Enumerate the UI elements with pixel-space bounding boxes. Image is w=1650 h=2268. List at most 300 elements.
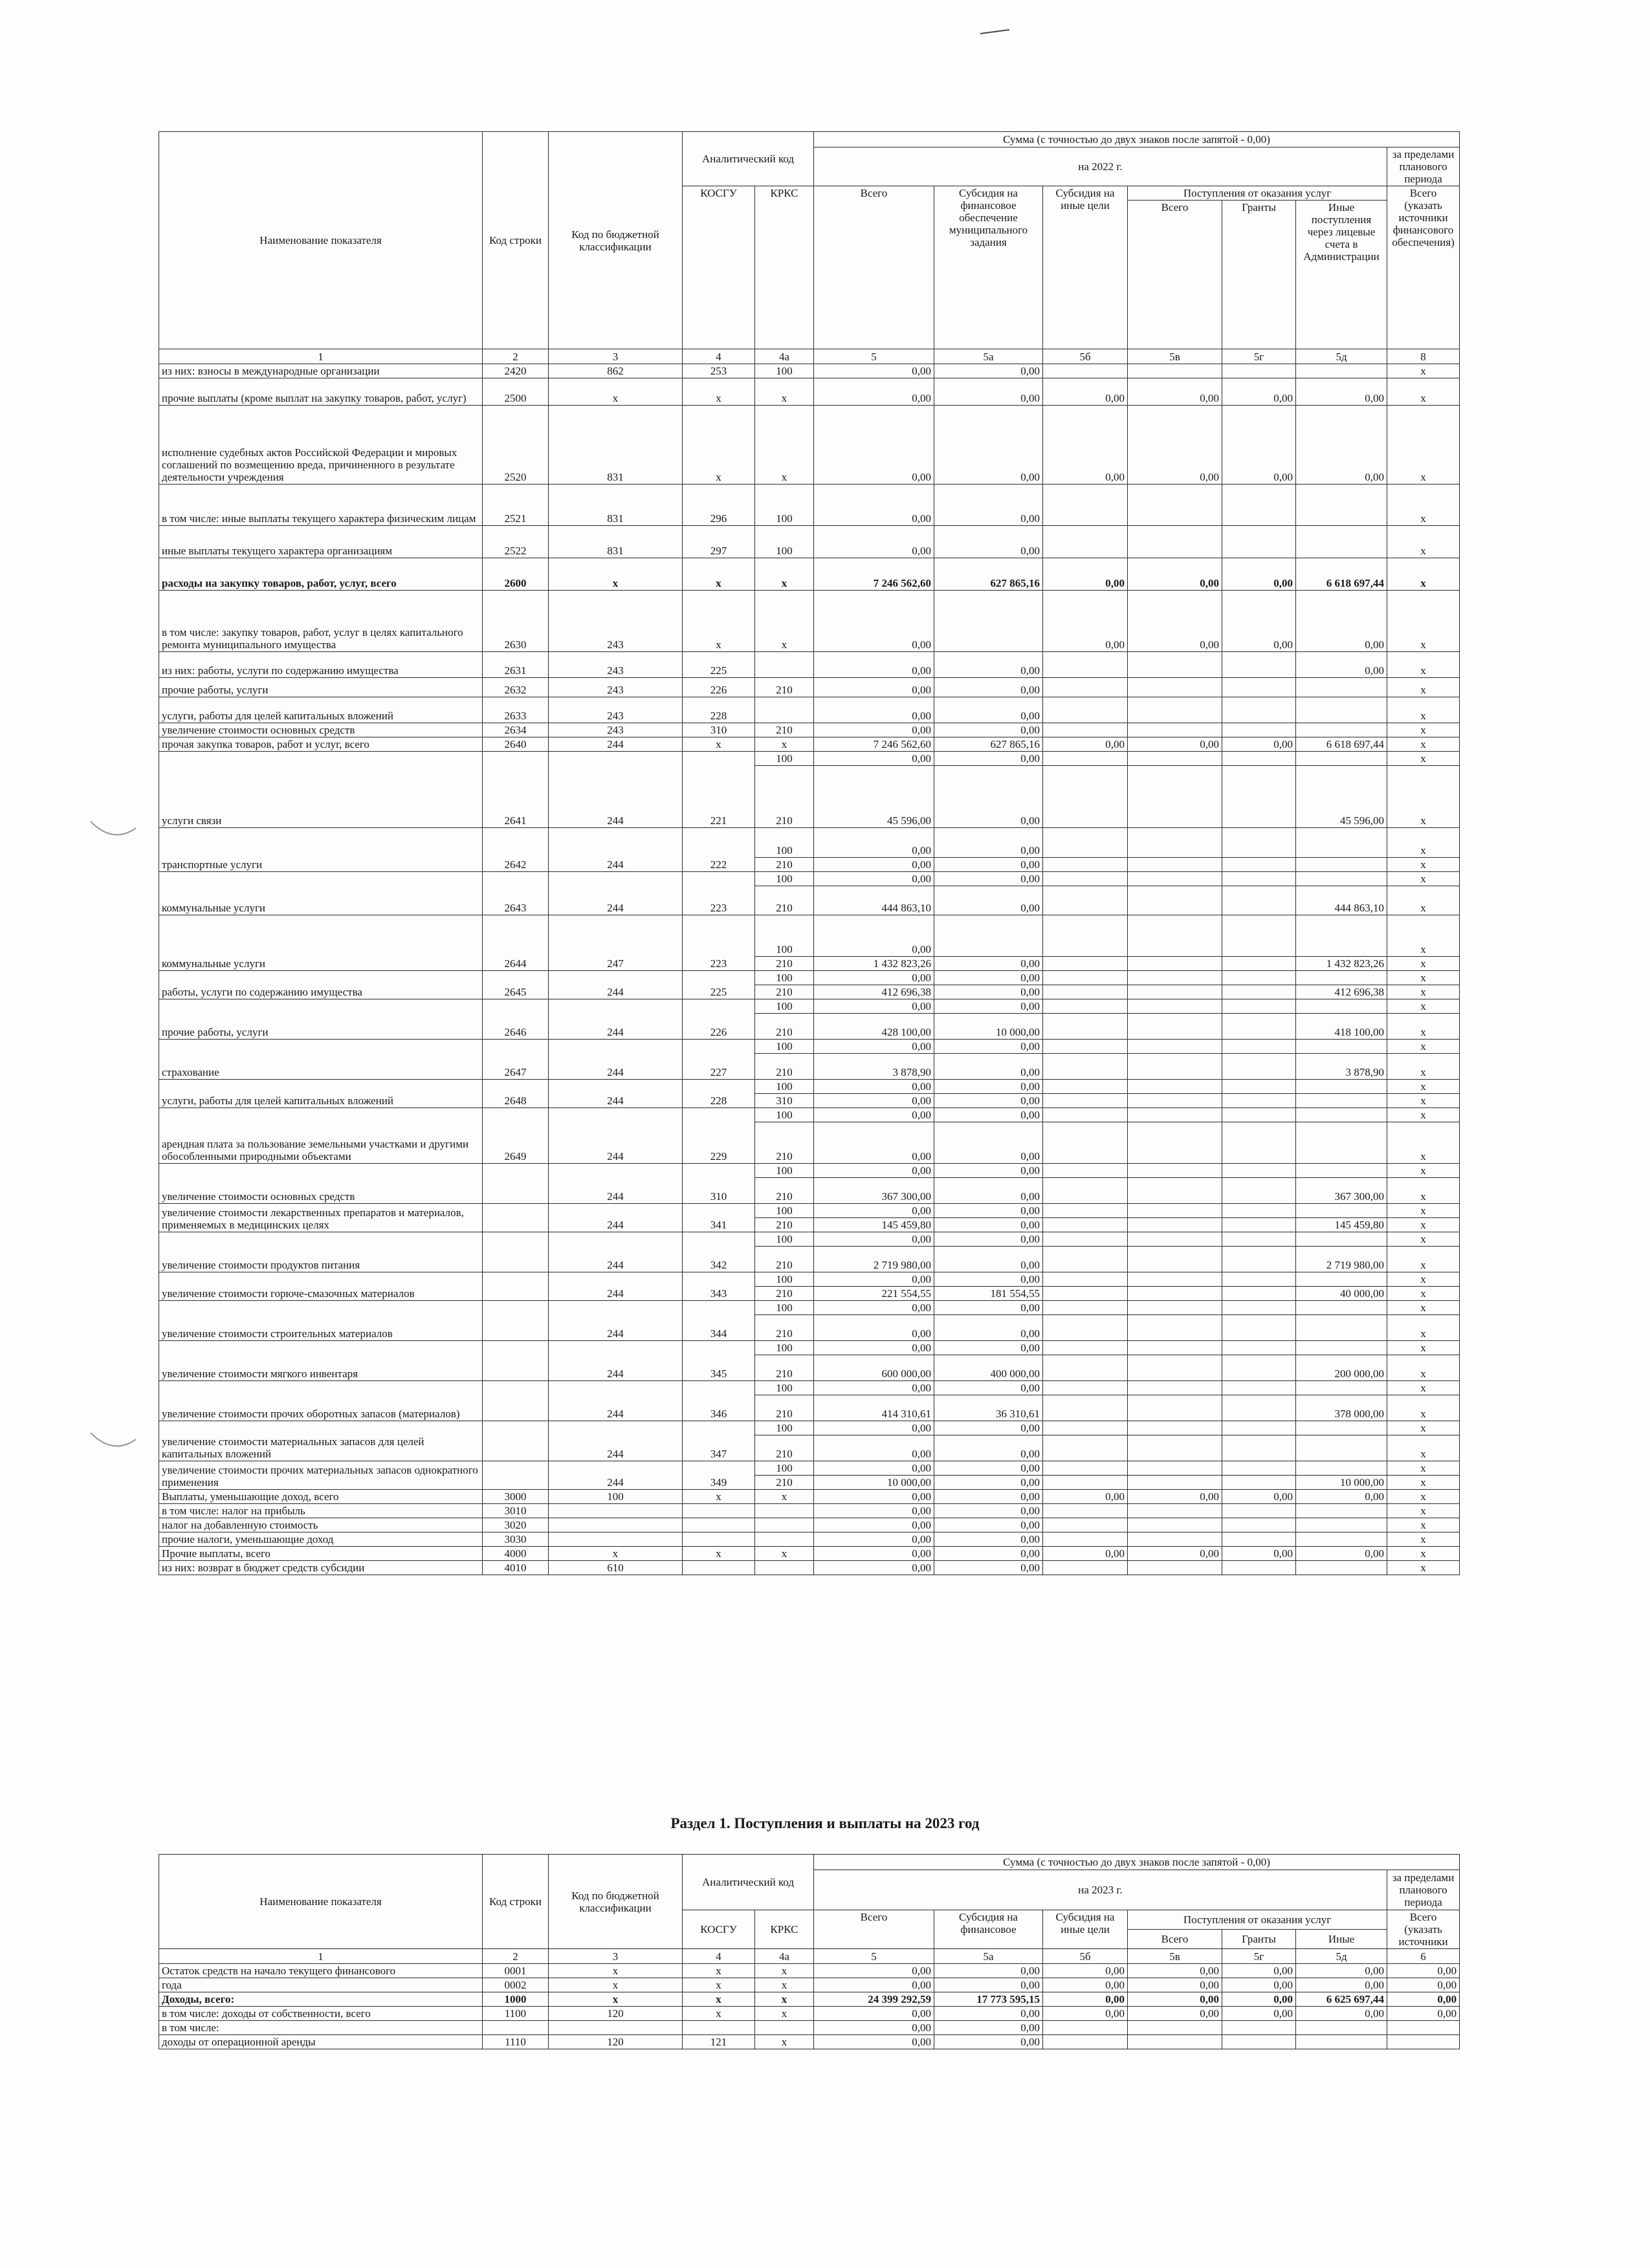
cell-grants (1222, 652, 1296, 678)
cell-other (1043, 1518, 1128, 1532)
cell-svc (1128, 1561, 1222, 1575)
cell-code (483, 2021, 549, 2035)
cell-total: 0,00 (814, 1490, 934, 1504)
cell-kosgu: 310 (683, 723, 755, 737)
cell-krks: 100 (755, 1080, 814, 1094)
cell-beyond: x (1387, 485, 1460, 526)
cell-total: 0,00 (814, 1421, 934, 1435)
cell-subsidy (934, 591, 1043, 652)
cell-name: коммунальные услуги (159, 915, 483, 971)
table-row (159, 1504, 1460, 1518)
cell-beyond: x (1387, 678, 1460, 697)
cell-inc: 2 719 980,00 (1296, 1247, 1387, 1272)
cell-name: арендная плата за пользование земельными участками и другими обособленными природными объектами (159, 1108, 483, 1164)
cell-subsidy: 0,00 (934, 1164, 1043, 1178)
cell-beyond: x (1387, 1532, 1460, 1547)
cell-grants (1222, 752, 1296, 766)
cell-code (483, 1301, 549, 1341)
cell-name: коммунальные услуги (159, 872, 483, 915)
cell-bk: 244 (549, 999, 683, 1040)
cell-total: 24 399 292,59 (814, 1992, 934, 2007)
cell-krks: 210 (755, 886, 814, 915)
cell-kosgu: 342 (683, 1232, 755, 1272)
cell-beyond: x (1387, 1490, 1460, 1504)
cell-subsidy: 0,00 (934, 1561, 1043, 1575)
cell-inc: 0,00 (1296, 1490, 1387, 1504)
cell-inc (1296, 1122, 1387, 1164)
cell-svc (1128, 1054, 1222, 1080)
cell-total: 0,00 (814, 1532, 934, 1547)
cell-code: 2500 (483, 378, 549, 406)
cell-other (1043, 526, 1128, 558)
cell-svc (1128, 678, 1222, 697)
cell-beyond: x (1387, 1178, 1460, 1204)
cell-bk: x (549, 378, 683, 406)
header-other-income: Иные (1296, 1930, 1387, 1949)
cell-name: в том числе: иные выплаты текущего характера физическим лицам (159, 485, 483, 526)
cell-other (1043, 1341, 1128, 1355)
cell-other (1043, 1108, 1128, 1122)
cell-other: 0,00 (1043, 378, 1128, 406)
cell-krks: 210 (755, 1178, 814, 1204)
cell-svc (1128, 971, 1222, 985)
cell-name: увеличение стоимости основных средств (159, 1164, 483, 1204)
cell-inc: 0,00 (1296, 378, 1387, 406)
cell-other (1043, 1014, 1128, 1040)
cell-subsidy: 10 000,00 (934, 1014, 1043, 1040)
cell-svc (1128, 1014, 1222, 1040)
cell-subsidy: 0,00 (934, 1178, 1043, 1204)
cell-other: 0,00 (1043, 1547, 1128, 1561)
cell-svc (1128, 652, 1222, 678)
cell-other (1043, 652, 1128, 678)
cell-total: 0,00 (814, 723, 934, 737)
table-row (159, 828, 1460, 858)
section-title: Раздел 1. Поступления и выплаты на 2023 год (670, 1815, 980, 1831)
table-row (159, 723, 1460, 737)
header-krks: КРКС (755, 1910, 814, 1949)
cell-subsidy: 0,00 (934, 999, 1043, 1014)
cell-other (1043, 1287, 1128, 1301)
cell-beyond: x (1387, 872, 1460, 886)
cell-other (1043, 1054, 1128, 1080)
cell-name: Выплаты, уменьшающие доход, всего (159, 1490, 483, 1504)
column-number: 4 (683, 349, 755, 364)
cell-beyond: x (1387, 1122, 1460, 1164)
cell-inc: 0,00 (1296, 406, 1387, 485)
table-row (159, 1341, 1460, 1355)
cell-bk: 244 (549, 1080, 683, 1108)
cell-subsidy: 0,00 (934, 886, 1043, 915)
cell-beyond: x (1387, 1341, 1460, 1355)
cell-code (483, 1461, 549, 1490)
cell-name: прочие налоги, уменьшающие доход (159, 1532, 483, 1547)
column-number: 5в (1128, 349, 1222, 364)
cell-kosgu (683, 2021, 755, 2035)
cell-beyond: x (1387, 985, 1460, 999)
cell-other (1043, 1355, 1128, 1381)
column-number: 4а (755, 1949, 814, 1964)
cell-name: в том числе: (159, 2021, 483, 2035)
cell-krks: x (755, 2007, 814, 2021)
header-year: на 2023 г. (814, 1870, 1387, 1910)
cell-inc: 10 000,00 (1296, 1476, 1387, 1490)
cell-svc (1128, 1476, 1222, 1490)
cell-name: доходы от операционной аренды (159, 2035, 483, 2049)
cell-total: 0,00 (814, 378, 934, 406)
cell-beyond: x (1387, 1301, 1460, 1315)
cell-beyond: x (1387, 1164, 1460, 1178)
cell-beyond (1387, 2021, 1460, 2035)
cell-name: увеличение стоимости материальных запасов для целей капитальных вложений (159, 1421, 483, 1461)
cell-krks (755, 652, 814, 678)
cell-name: иные выплаты текущего характера организациям (159, 526, 483, 558)
cell-name: из них: возврат в бюджет средств субсидии (159, 1561, 483, 1575)
cell-code: 2644 (483, 915, 549, 971)
cell-krks (755, 1561, 814, 1575)
cell-svc (1128, 1094, 1222, 1108)
cell-other (1043, 1461, 1128, 1476)
cell-name: увеличение стоимости лекарственных препаратов и материалов, применяемых в медицинских целях (159, 1204, 483, 1232)
table-row (159, 1978, 1460, 1992)
cell-beyond: x (1387, 1461, 1460, 1476)
cell-code (483, 1272, 549, 1301)
cell-other (1043, 364, 1128, 378)
cell-inc (1296, 364, 1387, 378)
table-row (159, 2007, 1460, 2021)
cell-kosgu: x (683, 378, 755, 406)
cell-subsidy: 0,00 (934, 1490, 1043, 1504)
cell-total: 221 554,55 (814, 1287, 934, 1301)
cell-beyond: x (1387, 1355, 1460, 1381)
cell-krks: x (755, 378, 814, 406)
cell-subsidy: 627 865,16 (934, 737, 1043, 752)
cell-beyond: 0,00 (1387, 1978, 1460, 1992)
cell-kosgu: x (683, 1964, 755, 1978)
cell-code: 1000 (483, 1992, 549, 2007)
cell-code: 3020 (483, 1518, 549, 1532)
cell-beyond: x (1387, 1040, 1460, 1054)
cell-other (1043, 828, 1128, 858)
cell-grants (1222, 1504, 1296, 1518)
cell-bk: 243 (549, 697, 683, 723)
cell-name: увеличение стоимости продуктов питания (159, 1232, 483, 1272)
cell-other (1043, 1272, 1128, 1287)
cell-grants (1222, 1301, 1296, 1315)
cell-subsidy: 0,00 (934, 723, 1043, 737)
cell-grants (1222, 1561, 1296, 1575)
cell-krks: 100 (755, 971, 814, 985)
cell-bk: 244 (549, 1040, 683, 1080)
table-row (159, 1040, 1460, 1054)
cell-name: Прочие выплаты, всего (159, 1547, 483, 1561)
cell-kosgu (683, 1504, 755, 1518)
cell-beyond: x (1387, 1381, 1460, 1395)
cell-beyond: x (1387, 1204, 1460, 1218)
cell-grants (1222, 1054, 1296, 1080)
column-number: 5а (934, 1949, 1043, 1964)
cell-svc (1128, 1395, 1222, 1421)
cell-krks: 100 (755, 364, 814, 378)
cell-total: 0,00 (814, 971, 934, 985)
cell-kosgu: 227 (683, 1040, 755, 1080)
cell-kosgu: x (683, 1978, 755, 1992)
cell-krks: 210 (755, 1476, 814, 1490)
cell-total: 0,00 (814, 1461, 934, 1476)
cell-subsidy: 0,00 (934, 1978, 1043, 1992)
cell-other (1043, 2035, 1128, 2049)
cell-inc (1296, 1435, 1387, 1461)
cell-krks: x (755, 406, 814, 485)
cell-inc: 367 300,00 (1296, 1178, 1387, 1204)
cell-inc (1296, 1080, 1387, 1094)
cell-bk: 247 (549, 915, 683, 971)
cell-total: 0,00 (814, 872, 934, 886)
cell-other (1043, 1504, 1128, 1518)
cell-other (1043, 1435, 1128, 1461)
cell-code: 2641 (483, 752, 549, 828)
cell-krks: x (755, 1964, 814, 1978)
cell-svc (1128, 828, 1222, 858)
cell-total: 0,00 (814, 1518, 934, 1532)
cell-beyond: x (1387, 1561, 1460, 1575)
cell-svc (1128, 1164, 1222, 1178)
cell-total: 0,00 (814, 652, 934, 678)
cell-beyond: x (1387, 1547, 1460, 1561)
table-row (159, 697, 1460, 723)
cell-kosgu (683, 1518, 755, 1532)
cell-beyond: x (1387, 1315, 1460, 1341)
cell-svc (1128, 1381, 1222, 1395)
cell-beyond: x (1387, 1054, 1460, 1080)
cell-grants (1222, 1204, 1296, 1218)
cell-other (1043, 1561, 1128, 1575)
column-number: 5 (814, 1949, 934, 1964)
cell-svc: 0,00 (1128, 378, 1222, 406)
header-kosgu: КОСГУ (683, 1910, 755, 1949)
cell-name: работы, услуги по содержанию имущества (159, 971, 483, 999)
cell-subsidy: 0,00 (934, 1315, 1043, 1341)
cell-grants (1222, 1395, 1296, 1421)
cell-code: 2600 (483, 558, 549, 591)
cell-other: 0,00 (1043, 737, 1128, 752)
cell-total: 2 719 980,00 (814, 1247, 934, 1272)
cell-other (1043, 1395, 1128, 1421)
cell-kosgu: 310 (683, 1164, 755, 1204)
cell-svc: 0,00 (1128, 558, 1222, 591)
cell-svc (1128, 1218, 1222, 1232)
cell-subsidy: 0,00 (934, 1435, 1043, 1461)
cell-krks: 100 (755, 1040, 814, 1054)
cell-krks: 100 (755, 872, 814, 886)
cell-grants (1222, 1476, 1296, 1490)
cell-total: 0,00 (814, 1381, 934, 1395)
cell-beyond: x (1387, 1421, 1460, 1435)
cell-subsidy: 0,00 (934, 1204, 1043, 1218)
cell-subsidy: 0,00 (934, 652, 1043, 678)
cell-svc: 0,00 (1128, 406, 1222, 485)
cell-other (1043, 872, 1128, 886)
cell-inc (1296, 1518, 1387, 1532)
cell-code: 2630 (483, 591, 549, 652)
header-grants: Гранты (1222, 1930, 1296, 1949)
cell-krks: 100 (755, 1301, 814, 1315)
cell-subsidy: 0,00 (934, 1964, 1043, 1978)
cell-svc (1128, 872, 1222, 886)
cell-other (1043, 1232, 1128, 1247)
cell-other (1043, 697, 1128, 723)
cell-grants (1222, 971, 1296, 985)
cell-bk: 243 (549, 652, 683, 678)
cell-total: 0,00 (814, 1164, 934, 1178)
cell-beyond: x (1387, 591, 1460, 652)
cell-krks: 100 (755, 1108, 814, 1122)
cell-svc (1128, 1287, 1222, 1301)
cell-krks: 100 (755, 526, 814, 558)
table-row (159, 1272, 1460, 1287)
cell-krks: 210 (755, 1247, 814, 1272)
cell-total: 45 596,00 (814, 766, 934, 828)
cell-inc (1296, 2035, 1387, 2049)
cell-inc (1296, 1040, 1387, 1054)
cell-other (1043, 1094, 1128, 1108)
cell-grants (1222, 1421, 1296, 1435)
cell-other (1043, 1315, 1128, 1341)
table-row (159, 2021, 1460, 2035)
cell-beyond: x (1387, 652, 1460, 678)
cell-total: 0,00 (814, 526, 934, 558)
cell-beyond: x (1387, 1395, 1460, 1421)
column-numbering-row (159, 349, 1460, 364)
cell-beyond: x (1387, 915, 1460, 957)
cell-grants (1222, 858, 1296, 872)
header-grants: Гранты (1222, 201, 1296, 349)
cell-code: 2631 (483, 652, 549, 678)
hole-punch-mark (87, 1430, 139, 1456)
cell-bk: 244 (549, 1421, 683, 1461)
cell-code: 2522 (483, 526, 549, 558)
cell-code: 2520 (483, 406, 549, 485)
cell-beyond: x (1387, 858, 1460, 872)
cell-name: прочие выплаты (кроме выплат на закупку товаров, работ, услуг) (159, 378, 483, 406)
cell-grants (1222, 697, 1296, 723)
cell-name: прочие работы, услуги (159, 678, 483, 697)
cell-other (1043, 1040, 1128, 1054)
header-other-income: Иные поступления через лицевые счета в Администрации (1296, 201, 1387, 349)
cell-grants (1222, 1232, 1296, 1247)
cell-code: 3010 (483, 1504, 549, 1518)
table-row (159, 1964, 1460, 1978)
cell-krks: 100 (755, 1421, 814, 1435)
cell-subsidy: 0,00 (934, 752, 1043, 766)
cell-total: 0,00 (814, 364, 934, 378)
cell-beyond: x (1387, 1287, 1460, 1301)
header-year: на 2022 г. (814, 147, 1387, 186)
cell-subsidy: 0,00 (934, 364, 1043, 378)
cell-bk: 244 (549, 737, 683, 752)
cell-svc: 0,00 (1128, 1964, 1222, 1978)
table-row (159, 915, 1460, 957)
cell-krks: 210 (755, 723, 814, 737)
header-subsidy-task: Субсидия на финансовое обеспечение муниципального задания (934, 186, 1043, 349)
cell-grants: 0,00 (1222, 558, 1296, 591)
cell-name: Доходы, всего: (159, 1992, 483, 2007)
column-number: 4 (683, 1949, 755, 1964)
cell-bk (549, 1532, 683, 1547)
cell-grants (1222, 1315, 1296, 1341)
cell-total: 10 000,00 (814, 1476, 934, 1490)
cell-krks: x (755, 2035, 814, 2049)
cell-other (1043, 1532, 1128, 1547)
cell-other (1043, 971, 1128, 985)
cell-svc (1128, 723, 1222, 737)
header-total-sources: Всего (указать источники (1387, 1910, 1460, 1949)
table-row (159, 1301, 1460, 1315)
cell-other (1043, 1122, 1128, 1164)
cell-other (1043, 1421, 1128, 1435)
cell-beyond: x (1387, 1476, 1460, 1490)
table-row (159, 1461, 1460, 1476)
header-analytic: Аналитический код (683, 132, 814, 186)
cell-subsidy: 0,00 (934, 2007, 1043, 2021)
cell-subsidy: 36 310,61 (934, 1395, 1043, 1421)
column-number: 5д (1296, 1949, 1387, 1964)
cell-bk: 120 (549, 2035, 683, 2049)
table-row (159, 1381, 1460, 1395)
cell-bk: 243 (549, 723, 683, 737)
header-name: Наименование показателя (159, 132, 483, 349)
cell-svc (1128, 2021, 1222, 2035)
cell-bk: 610 (549, 1561, 683, 1575)
cell-krks: 210 (755, 1054, 814, 1080)
cell-total: 0,00 (814, 591, 934, 652)
cell-kosgu: 225 (683, 971, 755, 999)
cell-total: 412 696,38 (814, 985, 934, 999)
cell-grants (1222, 485, 1296, 526)
column-number: 1 (159, 1949, 483, 1964)
cell-subsidy (934, 915, 1043, 957)
cell-other (1043, 957, 1128, 971)
cell-bk: 244 (549, 1341, 683, 1381)
header-beyond: за пределами планового периода (1387, 147, 1460, 186)
cell-krks: 310 (755, 1094, 814, 1108)
cell-beyond: x (1387, 1435, 1460, 1461)
hole-punch-mark (87, 818, 139, 844)
cell-total: 600 000,00 (814, 1355, 934, 1381)
header-sum-title: Сумма (с точностью до двух знаков после запятой - 0,00) (814, 1855, 1460, 1870)
cell-bk: x (549, 558, 683, 591)
cell-code: 3030 (483, 1532, 549, 1547)
cell-svc (1128, 915, 1222, 957)
cell-subsidy: 0,00 (934, 1218, 1043, 1232)
cell-grants (1222, 1341, 1296, 1355)
cell-code (483, 1204, 549, 1232)
cell-name: увеличение стоимости строительных материалов (159, 1301, 483, 1341)
cell-other (1043, 1080, 1128, 1094)
cell-inc (1296, 1315, 1387, 1341)
cell-inc: 45 596,00 (1296, 766, 1387, 828)
cell-beyond: x (1387, 1232, 1460, 1247)
cell-kosgu: 341 (683, 1204, 755, 1232)
cell-inc (1296, 1108, 1387, 1122)
cell-other (1043, 915, 1128, 957)
cell-beyond: 0,00 (1387, 1964, 1460, 1978)
cell-code (483, 1164, 549, 1204)
cell-other (1043, 1178, 1128, 1204)
cell-name: увеличение стоимости прочих материальных запасов однократного применения (159, 1461, 483, 1490)
cell-krks: 100 (755, 828, 814, 858)
header-services: Поступления от оказания услуг (1128, 1910, 1387, 1930)
